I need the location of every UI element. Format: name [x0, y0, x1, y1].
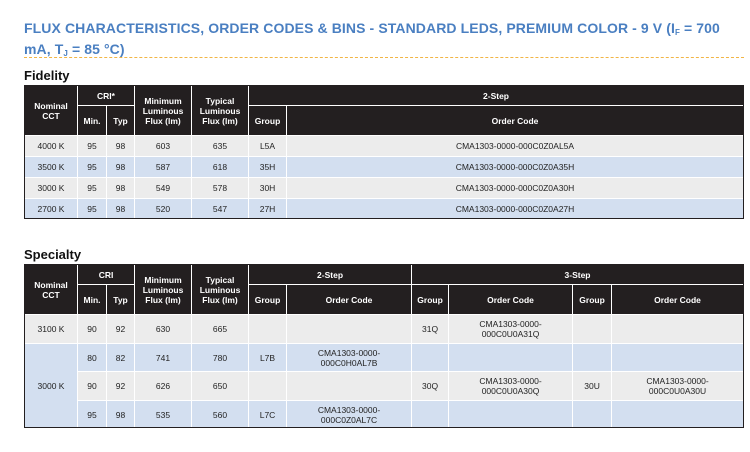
cell-min-flux: 741	[135, 344, 192, 372]
cell-cct: 3100 K	[25, 315, 78, 344]
cell-min-flux: 626	[135, 372, 192, 401]
cell-typ: 98	[107, 178, 135, 199]
header-typ: Typ	[107, 285, 135, 315]
cell-order-code: CMA1303-0000-000C0Z0AL5A	[287, 136, 744, 157]
header-nominal-cct: Nominal CCT	[25, 265, 78, 315]
header-typ-flux: Typical Luminous Flux (lm)	[192, 265, 249, 315]
cell-typ: 92	[107, 315, 135, 344]
cell-order-code: CMA1303-0000-000C0U0A31Q	[449, 315, 573, 344]
cell-group: 30H	[249, 178, 287, 199]
header-min-flux: Minimum Luminous Flux (lm)	[135, 86, 192, 136]
header-order-code: Order Code	[612, 285, 744, 315]
cell-typ: 92	[107, 372, 135, 401]
cell-min: 95	[78, 401, 107, 429]
cell-typ: 82	[107, 344, 135, 372]
cell-cct: 3500 K	[25, 157, 78, 178]
cell-typ-flux: 560	[192, 401, 249, 429]
header-2-step: 2-Step	[249, 265, 412, 285]
cell-typ-flux: 618	[192, 157, 249, 178]
header-group: Group	[249, 106, 287, 136]
cell-order-code: CMA1303-0000-000C0Z0A35H	[287, 157, 744, 178]
header-typ-flux: Typical Luminous Flux (lm)	[192, 86, 249, 136]
cell-min: 95	[78, 157, 107, 178]
header-order-code: Order Code	[287, 285, 412, 315]
cell-group: 35H	[249, 157, 287, 178]
cell-cct: 3000 K	[25, 344, 78, 429]
cell-min-flux: 603	[135, 136, 192, 157]
cell-typ: 98	[107, 401, 135, 429]
page-title: FLUX CHARACTERISTICS, ORDER CODES & BINS - STANDARD LEDS, PREMIUM COLOR - 9 V ($I_F = 700$ mA, $T_J = 85$ °C)	[24, 20, 720, 58]
header-cri: CRI	[78, 265, 135, 285]
cell-group: 30Q	[412, 372, 449, 401]
cell-order-code: CMA1303-0000-000C0Z0AL7C	[287, 401, 412, 429]
header-cri: CRI*	[78, 86, 135, 106]
section-title-fidelity: Fidelity	[24, 68, 70, 83]
cell-min: 95	[78, 136, 107, 157]
cell-typ: 98	[107, 157, 135, 178]
cell-typ-flux: 547	[192, 199, 249, 220]
cell-min-flux: 535	[135, 401, 192, 429]
header-group: Group	[412, 285, 449, 315]
cell-order-code: CMA1303-0000-000C0U0A30U	[612, 372, 744, 401]
header-order-code: Order Code	[287, 106, 744, 136]
cell-typ-flux: 635	[192, 136, 249, 157]
cell-order-code: CMA1303-0000-000C0Z0A30H	[287, 178, 744, 199]
cell-order-code: CMA1303-0000-000C0Z0A27H	[287, 199, 744, 220]
header-typ: Typ	[107, 106, 135, 136]
dashed-divider	[24, 57, 744, 58]
header-nominal-cct: Nominal CCT	[25, 86, 78, 136]
header-min: Min.	[78, 106, 107, 136]
cell-typ-flux: 578	[192, 178, 249, 199]
cell-group: 30U	[573, 372, 612, 401]
cell-min: 80	[78, 344, 107, 372]
header-order-code: Order Code	[449, 285, 573, 315]
cell-min: 95	[78, 178, 107, 199]
cell-typ-flux: 665	[192, 315, 249, 344]
cell-min: 95	[78, 199, 107, 220]
cell-group: 27H	[249, 199, 287, 220]
cell-min: 90	[78, 372, 107, 401]
cell-group: L5A	[249, 136, 287, 157]
cell-min-flux: 587	[135, 157, 192, 178]
header-min: Min.	[78, 285, 107, 315]
header-group: Group	[573, 285, 612, 315]
cell-cct: 3000 K	[25, 178, 78, 199]
cell-group: L7B	[249, 344, 287, 372]
cell-group: 31Q	[412, 315, 449, 344]
cell-typ: 98	[107, 199, 135, 220]
specialty-table-frame	[24, 264, 744, 428]
cell-typ-flux: 650	[192, 372, 249, 401]
cell-min-flux: 520	[135, 199, 192, 220]
cell-cct: 4000 K	[25, 136, 78, 157]
cell-typ-flux: 780	[192, 344, 249, 372]
header-min-flux: Minimum Luminous Flux (lm)	[135, 265, 192, 315]
header-3-step: 3-Step	[412, 265, 744, 285]
fidelity-table-frame	[24, 85, 744, 219]
header-2-step: 2-Step	[249, 86, 744, 106]
section-title-specialty: Specialty	[24, 247, 82, 262]
cell-cct: 2700 K	[25, 199, 78, 220]
cell-min: 90	[78, 315, 107, 344]
header-group: Group	[249, 285, 287, 315]
cell-typ: 98	[107, 136, 135, 157]
cell-group: L7C	[249, 401, 287, 429]
cell-min-flux: 630	[135, 315, 192, 344]
cell-order-code: CMA1303-0000-000C0H0AL7B	[287, 344, 412, 372]
cell-order-code: CMA1303-0000-000C0U0A30Q	[449, 372, 573, 401]
cell-min-flux: 549	[135, 178, 192, 199]
